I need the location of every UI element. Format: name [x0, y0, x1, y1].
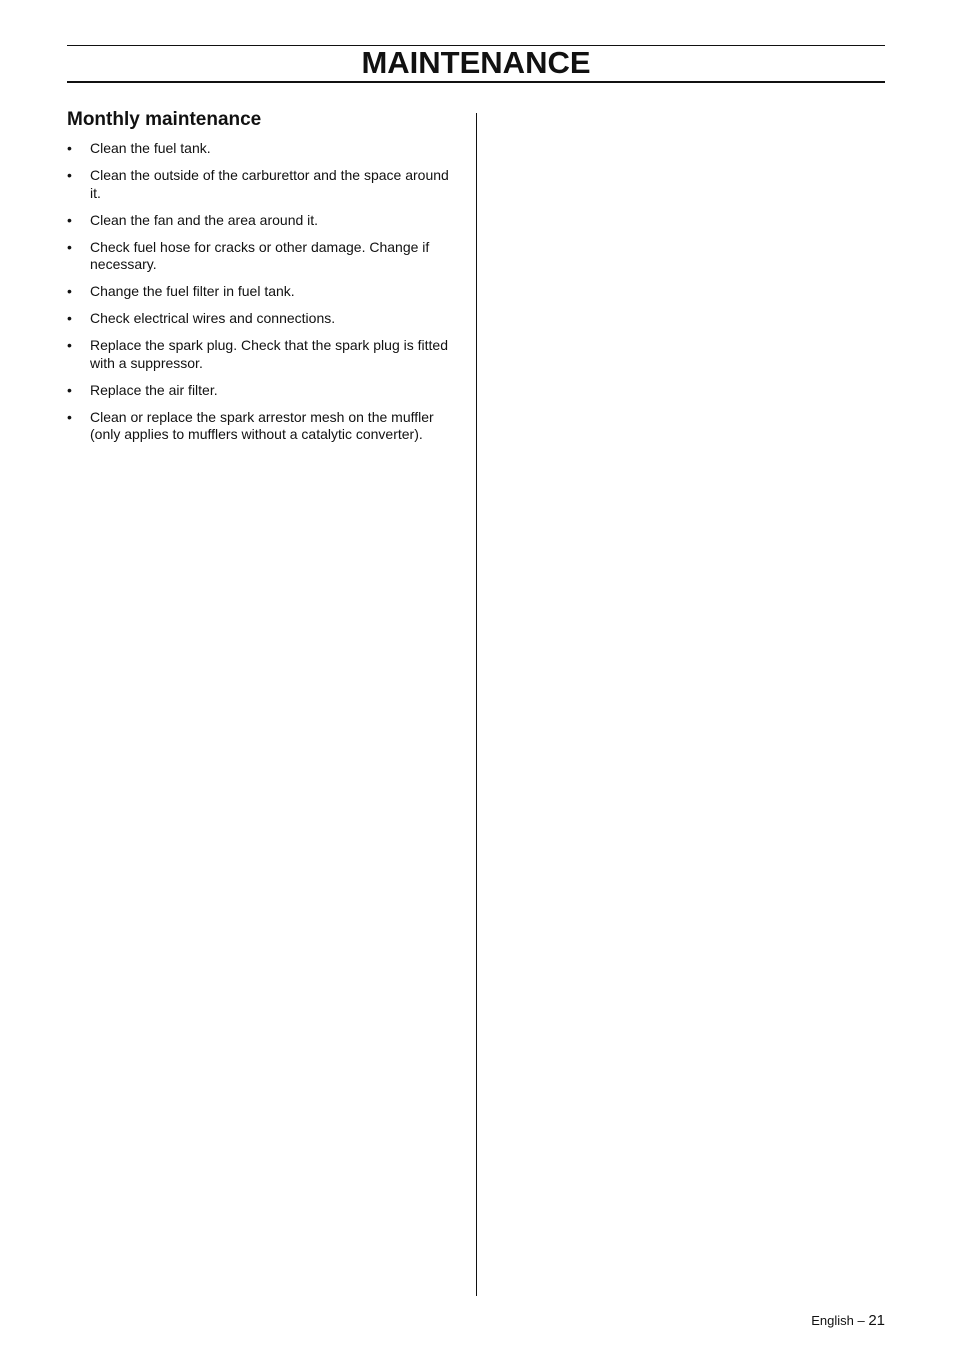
maintenance-list: [67, 140, 459, 444]
page-footer: [811, 1311, 885, 1331]
list-item: [67, 409, 459, 444]
bullet-icon: •: [67, 310, 72, 326]
list-item-text: Check electrical wires and connections.: [90, 310, 336, 326]
list-item: [67, 310, 459, 328]
list-item-text: Clean the outside of the carburettor and the space around it.: [90, 167, 449, 201]
footer-language: English: [811, 1313, 854, 1328]
footer-separator: –: [857, 1313, 865, 1328]
bullet-icon: •: [67, 238, 72, 255]
bullet-icon: •: [67, 167, 72, 183]
list-item-text: Clean the fuel tank.: [90, 140, 211, 156]
list-item-text: Clean the fan and the area around it.: [90, 211, 319, 228]
bullet-icon: •: [67, 337, 72, 353]
list-item-text: Replace the air filter.: [90, 381, 218, 398]
bullet-icon: •: [67, 140, 72, 156]
page-title: MAINTENANCE: [361, 45, 591, 80]
section-heading: Monthly maintenance: [67, 109, 262, 130]
header-bottom-rule: [67, 81, 885, 83]
left-column: [67, 108, 459, 453]
list-item-text: Clean or replace the spark arrestor mesh on the muffler (only applies to mufflers without a catalytic converter).: [90, 408, 434, 442]
bullet-icon: •: [67, 211, 72, 228]
list-item-text: Replace the spark plug. Check that the spark plug is fitted with a suppressor.: [90, 337, 448, 371]
column-divider: [476, 113, 477, 1296]
list-item: [67, 167, 459, 202]
list-item: [67, 283, 459, 301]
list-item: [67, 140, 459, 158]
list-item-text: Change the fuel filter in fuel tank.: [90, 283, 295, 299]
list-item-text: Check fuel hose for cracks or other damage. Change if necessary.: [90, 238, 430, 272]
list-item: [67, 212, 459, 230]
bullet-icon: •: [67, 381, 72, 398]
page-number: 21: [868, 1312, 885, 1329]
bullet-icon: •: [67, 408, 72, 425]
list-item: [67, 337, 459, 372]
list-item: [67, 382, 459, 400]
list-item: [67, 239, 459, 274]
bullet-icon: •: [67, 283, 72, 299]
